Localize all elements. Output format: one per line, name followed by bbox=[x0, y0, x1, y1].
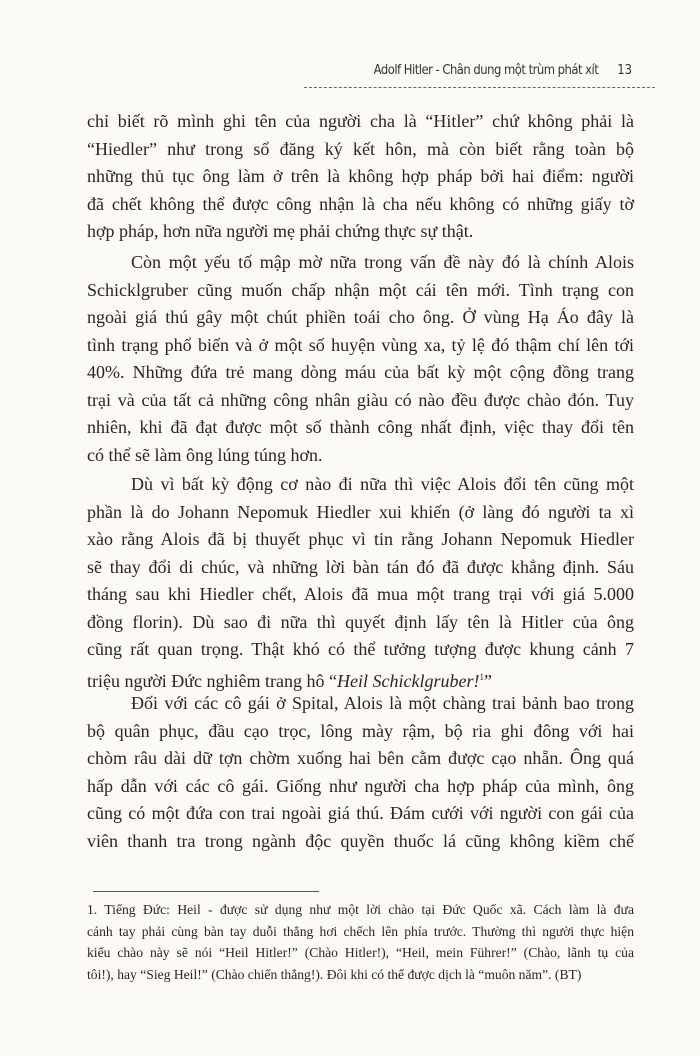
text-line bbox=[87, 800, 634, 828]
paragraph-2 bbox=[87, 249, 634, 469]
text-line bbox=[87, 359, 634, 387]
line-text: ngoài giá thú gây một chút phiền toái cho ông. Ở vùng Hạ Áo đây là bbox=[87, 307, 634, 327]
line-text: cũng rất quan trọng. Thật khó có thể tưởng tượng được khung cảnh 7 bbox=[87, 639, 634, 659]
text-line bbox=[87, 387, 634, 415]
line-text: hợp pháp, hơn nữa người mẹ phải chứng thực sự thật. bbox=[87, 221, 474, 241]
line-text: trại và của tất cả những công nhân giàu có nào đều được chào đón. Tuy bbox=[87, 389, 634, 410]
line-text: tình trạng phổ biến và ở một số huyện vùng xa, tỷ lệ đó thậm chí lên tới bbox=[87, 334, 634, 355]
line-text: bộ quân phục, đầu cạo trọc, lông mày rậm, bộ ria ghi đông với hai bbox=[87, 720, 634, 741]
text-line bbox=[87, 108, 634, 136]
text-line bbox=[87, 332, 634, 360]
line-text: Schicklgruber cũng muốn chấp nhận một cái tên mới. Tình trạng con bbox=[87, 279, 634, 300]
line-text: 40%. Những đứa trẻ mang dòng máu của bất kỳ một cộng đồng trang bbox=[87, 362, 634, 382]
line-text: cũng có một đứa con trai ngoài giá thú. Đám cưới với người con gái của bbox=[87, 803, 634, 823]
text-line bbox=[87, 609, 634, 637]
text-line bbox=[87, 526, 634, 554]
footnote-line: cánh tay phải cùng bàn tay duỗi thẳng hơi chếch lên phía trước. Thường thì người thực hiện bbox=[87, 923, 634, 939]
text-line bbox=[87, 442, 634, 470]
line-text: phần là do Johann Nepomuk Hiedler xui khiến (ở làng đó người ta xì bbox=[87, 501, 634, 522]
text-line bbox=[87, 163, 634, 191]
line-text: đồng florin). Dù sao đi nữa thì quyết định lấy tên là Hitler của ông bbox=[87, 611, 634, 632]
text-line bbox=[87, 554, 634, 582]
text-line bbox=[87, 828, 634, 856]
line-text: xào rằng Alois đã bị thuyết phục vì tin rằng Johann Nepomuk Hiedler bbox=[87, 529, 634, 549]
running-header bbox=[346, 62, 632, 86]
line-text: có thể sẽ làm ông lúng túng hơn. bbox=[87, 444, 323, 465]
text-line bbox=[87, 773, 634, 801]
text-line bbox=[87, 414, 634, 442]
line-text: tháng sau khi Hiedler chết, Alois đã mua một trang trại với giá 5.000 bbox=[87, 584, 634, 604]
footnote-line: 1. Tiếng Đức: Heil - được sử dụng như một lời chào tại Đức Quốc xã. Cách làm là đưa bbox=[87, 902, 634, 917]
text-line bbox=[87, 636, 634, 664]
line-text: Còn một yếu tố mập mờ nữa trong vấn đề này đó là chính Alois bbox=[131, 252, 634, 272]
close-quote: ” bbox=[483, 670, 492, 691]
line-text: chỉ biết rõ mình ghi tên của người cha là “Hitler” chứ không phải là bbox=[87, 111, 634, 131]
line-text: chòm râu dài dữ tợn chờm xuống hai bên cằm được cạo nhẵn. Ông quá bbox=[87, 748, 634, 768]
text-line bbox=[87, 745, 634, 773]
footnote-line: kiểu chào này sẽ nói “Heil Hitler!” (Chào Hitler!), “Heil, mein Führer!” (Chào, lãnh tụ của bbox=[87, 945, 634, 961]
text-line bbox=[87, 277, 634, 305]
line-text: sẽ thay đổi di chúc, và những lời bàn tán đó đã được khẳng định. Sáu bbox=[87, 556, 634, 577]
text-line bbox=[87, 718, 634, 746]
text-line bbox=[87, 191, 634, 219]
text-line bbox=[87, 690, 634, 718]
text-line bbox=[87, 218, 634, 246]
line-text: Đối với các cô gái ở Spital, Alois là một chàng trai bảnh bao trong bbox=[131, 693, 634, 713]
paragraph-1 bbox=[87, 108, 634, 246]
text-line bbox=[87, 664, 634, 692]
text-line bbox=[87, 304, 634, 332]
book-title: Adolf Hitler - Chân dung một trùm phát xít bbox=[373, 62, 599, 78]
line-text: nhiên, khi đã đạt được một số thành công nhất định, việc thay đổi tên bbox=[87, 417, 634, 437]
footnote-line: tôi!), hay “Sieg Heil!” (Chào chiến thắng!). Đôi khi có thể được dịch là “muôn năm”. (BT) bbox=[87, 967, 582, 983]
paragraph-4 bbox=[87, 690, 634, 855]
text-line bbox=[87, 136, 634, 164]
text-line bbox=[87, 471, 634, 499]
header-divider bbox=[304, 87, 655, 88]
page-number: 13 bbox=[617, 62, 632, 78]
italic-quote: Heil Schicklgruber! bbox=[336, 670, 480, 691]
text-line bbox=[87, 499, 634, 527]
footnote-rule bbox=[93, 891, 319, 892]
line-text: đã chết không thể được công nhận là cha nếu không có những giấy tờ bbox=[87, 193, 634, 214]
text-line bbox=[87, 249, 634, 277]
footnote-ref: 1 bbox=[479, 671, 484, 682]
footnote bbox=[87, 899, 634, 986]
line-text: viên thanh tra trong ngành độc quyền thuốc lá cũng không kiềm chế bbox=[87, 830, 634, 851]
line-text: “Hiedler” như trong sổ đăng ký kết hôn, mà còn biết rằng toàn bộ bbox=[87, 138, 634, 159]
paragraph-3 bbox=[87, 471, 634, 691]
line-text: Dù vì bất kỳ động cơ nào đi nữa thì việc Alois đổi tên cũng một bbox=[131, 474, 634, 494]
line-text: những thủ tục ông làm ở trên là không hợp pháp bởi hai điểm: người bbox=[87, 166, 634, 186]
text-line bbox=[87, 581, 634, 609]
line-text: hấp dẫn với các cô gái. Giống như người cha hợp pháp của mình, ông bbox=[87, 775, 634, 796]
line-text: triệu người Đức nghiêm trang hô “ bbox=[87, 670, 337, 691]
